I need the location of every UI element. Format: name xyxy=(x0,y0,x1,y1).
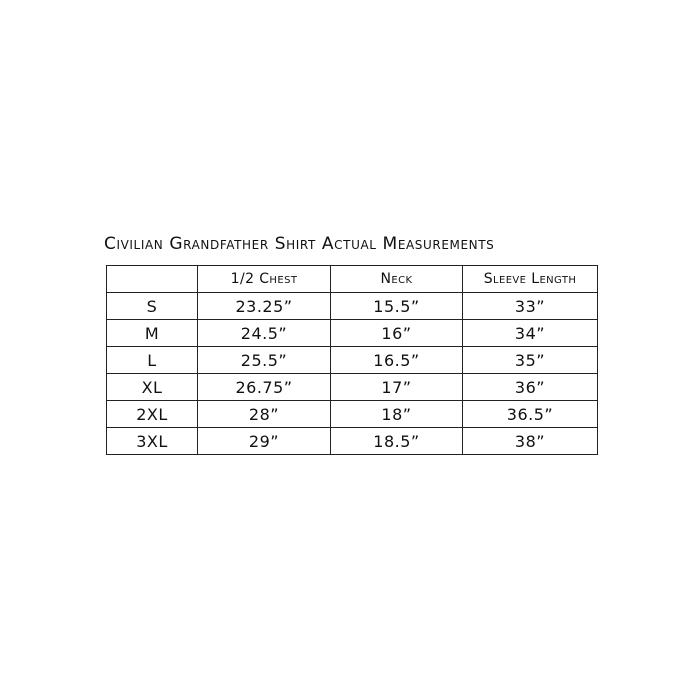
size-cell: S xyxy=(107,293,198,320)
size-cell: 2XL xyxy=(107,401,198,428)
sleeve-cell: 36.5” xyxy=(463,401,598,428)
neck-cell: 17” xyxy=(331,374,463,401)
chest-cell: 25.5” xyxy=(198,347,331,374)
header-sleeve-length: Sleeve Length xyxy=(463,266,598,293)
sleeve-cell: 34” xyxy=(463,320,598,347)
table-row xyxy=(107,293,598,320)
neck-cell: 18.5” xyxy=(331,428,463,455)
neck-cell: 18” xyxy=(331,401,463,428)
table-row xyxy=(107,347,598,374)
neck-cell: 16” xyxy=(331,320,463,347)
table-title: Civilian Grandfather Shirt Actual Measurements xyxy=(104,234,495,254)
chest-cell: 28” xyxy=(198,401,331,428)
table-row xyxy=(107,320,598,347)
header-size xyxy=(107,266,198,293)
chest-cell: 24.5” xyxy=(198,320,331,347)
chest-cell: 26.75” xyxy=(198,374,331,401)
size-cell: L xyxy=(107,347,198,374)
measurements-table xyxy=(106,265,598,455)
neck-cell: 15.5” xyxy=(331,293,463,320)
header-neck: Neck xyxy=(331,266,463,293)
sleeve-cell: 35” xyxy=(463,347,598,374)
table-row xyxy=(107,401,598,428)
chest-cell: 29” xyxy=(198,428,331,455)
sleeve-cell: 33” xyxy=(463,293,598,320)
table-row xyxy=(107,428,598,455)
sleeve-cell: 36” xyxy=(463,374,598,401)
header-half-chest: 1/2 Chest xyxy=(198,266,331,293)
neck-cell: 16.5” xyxy=(331,347,463,374)
table-row xyxy=(107,374,598,401)
sleeve-cell: 38” xyxy=(463,428,598,455)
size-cell: M xyxy=(107,320,198,347)
size-cell: 3XL xyxy=(107,428,198,455)
size-cell: XL xyxy=(107,374,198,401)
header-row xyxy=(107,266,598,293)
chest-cell: 23.25” xyxy=(198,293,331,320)
